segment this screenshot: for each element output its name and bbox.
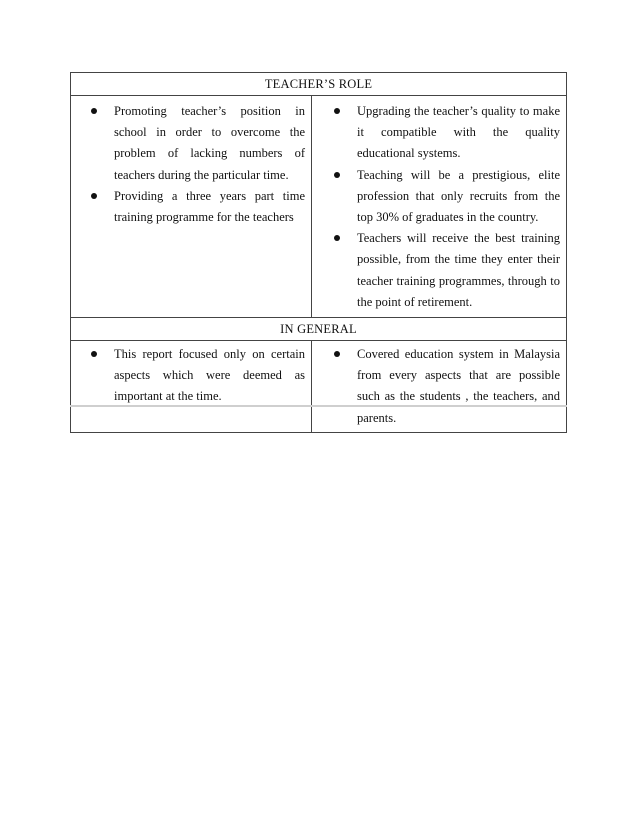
table-cell-right [312,96,566,317]
section-header-label: TEACHER’S ROLE [264,76,373,91]
bullet-list [334,101,560,313]
page-divider [70,405,567,407]
bullet-list [91,344,305,408]
table-cell-left [71,96,312,317]
bullet-icon [334,235,340,241]
section-header-teachers-role [71,73,566,96]
list-item [334,165,560,229]
bullet-list [91,101,305,228]
section-header-in-general [71,318,566,341]
list-item-text: This report focused only on certain aspects which were deemed as important at the time. [114,347,305,404]
list-item-text: Covered education system in Malaysia from every aspects that are possible such as the students , the teachers, and parents. [357,347,560,425]
table-row-in-general [71,341,566,432]
table-cell-right [312,341,566,432]
list-item-text: Teachers will receive the best training possible, from the time they enter their teacher training programmes, through to the point of retirement. [357,231,560,309]
list-item-text: Upgrading the teacher’s quality to make it compatible with the quality educational systems. [357,104,560,161]
list-item-text: Providing a three years part time training programme for the teachers [114,188,305,225]
bullet-list [334,344,560,429]
table-cell-left [71,341,312,432]
list-item [334,228,560,313]
list-item [334,344,560,429]
list-item-text: Promoting teacher’s position in school in order to overcome the problem of lacking numbers of teachers during the particular time. [114,104,305,182]
list-item [91,344,305,408]
bullet-icon [334,351,340,357]
list-item [91,101,305,186]
list-item [334,101,560,165]
bullet-icon [334,172,340,178]
list-item [91,186,305,228]
section-header-label: IN GENERAL [280,321,357,336]
bullet-icon [91,351,97,357]
bullet-icon [91,108,97,114]
list-item-text: Teaching will be a prestigious, elite profession that only recruits from the top 30% of graduates in the country. [357,167,560,225]
bullet-icon [334,108,340,114]
bullet-icon [91,193,97,199]
table-row-teachers-role [71,96,566,318]
comparison-table [70,72,567,433]
